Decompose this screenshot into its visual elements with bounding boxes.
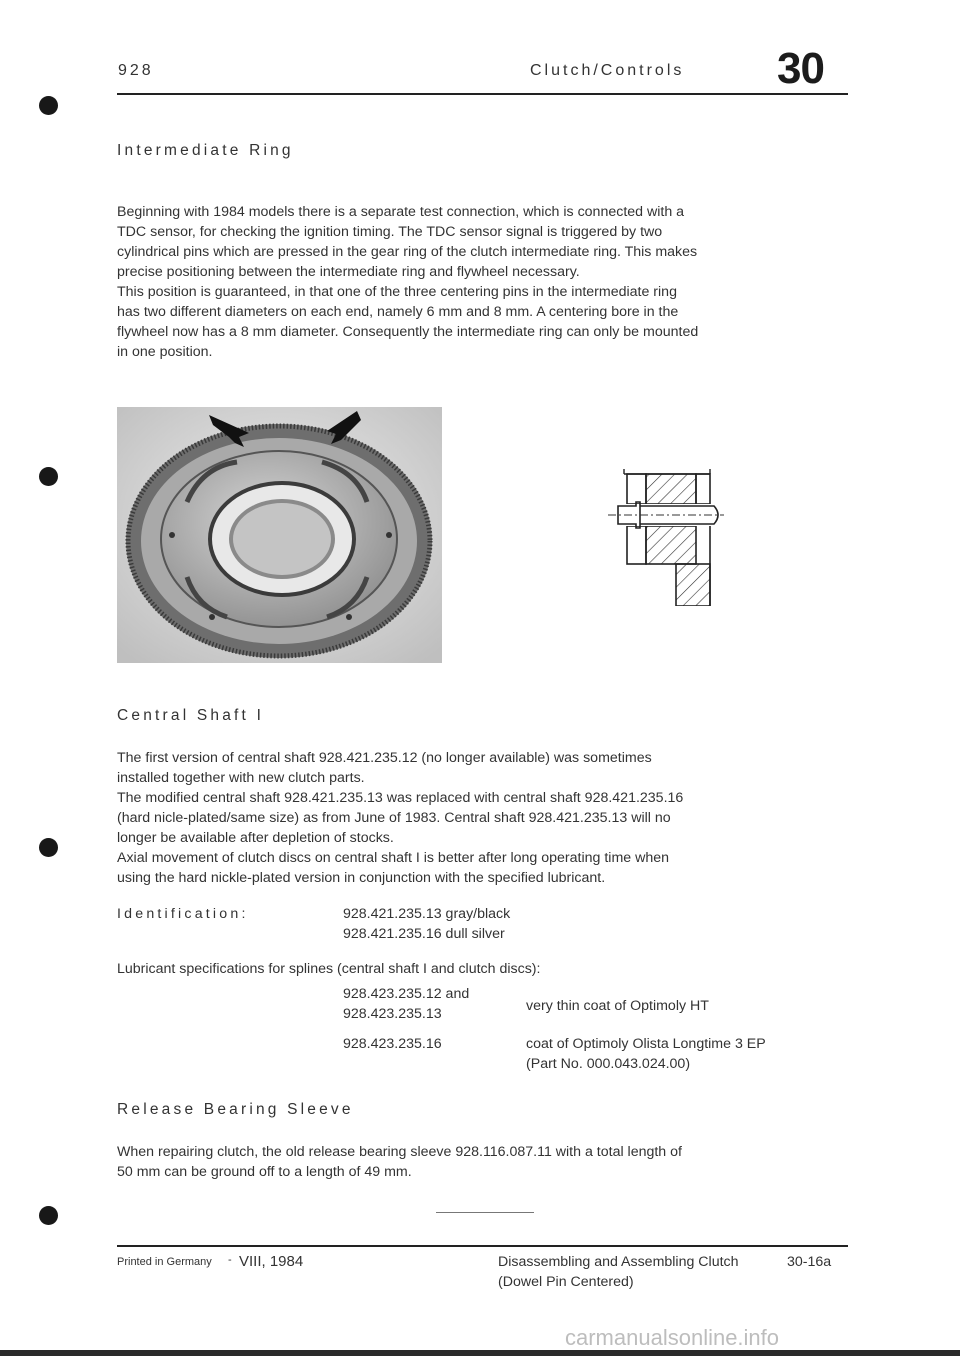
binder-hole [39,467,58,486]
pin-section-drawing [606,466,726,606]
header-rule [117,93,848,95]
lubricant-parts: 928.423.235.12 and 928.423.235.13 [343,986,470,1022]
lubricant-spec: very thin coat of Optimoly HT [526,998,709,1014]
identification-value: 928.421.235.13 gray/black [343,906,511,922]
release-bearing-text: When repairing clutch, the old release bearing sleeve 928.116.087.11 with a total length of 50 mm can be ground off to a length of 49 mm. [117,1144,682,1180]
footer-title-line2: (Dowel Pin Centered) [498,1274,634,1290]
binder-hole [39,838,58,857]
footer-edition: VIII, 1984 [239,1253,304,1270]
section-title-release-bearing: Release Bearing Sleeve [117,1101,354,1118]
header-model: 928 [118,62,154,79]
bottom-bar [0,1350,960,1356]
section-title-central-shaft: Central Shaft I [117,707,265,724]
header-group-number: 30 [777,44,824,93]
central-shaft-text: The first version of central shaft 928.421.235.12 (no longer available) was sometimes installed together with new clutch parts. The modified central shaft 928.421.235.13 was replaced with central shaft 928.421.235.16 (hard nicle-plated/same size) as from June of 1983. Central shaft 928.421.235.13 will no longer be available after depletion of stocks. Axial movement of clutch discs on central shaft I is better after long operating time when using the hard nickle-plated version in conjunction with the specified lubricant. [117,750,684,886]
footer-rule [117,1245,848,1247]
binder-hole [39,96,58,115]
watermark: carmanualsonline.info [565,1325,780,1350]
end-rule [436,1212,534,1213]
footer-title-line1: Disassembling and Assembling Clutch [498,1254,739,1270]
lubricant-intro: Lubricant specifications for splines (central shaft I and clutch discs): [117,961,541,977]
identification-label: Identification: [117,906,249,922]
header-section: Clutch/Controls [530,62,685,79]
lubricant-spec: coat of Optimoly Olista Longtime 3 EP (Part No. 000.043.024.00) [526,1036,766,1072]
identification-value: 928.421.235.16 dull silver [343,926,505,942]
footer-page-number: 30-16a [787,1254,832,1270]
section-title-intermediate-ring: Intermediate Ring [117,142,294,159]
intermediate-ring-text: Beginning with 1984 models there is a separate test connection, which is connected with a TDC sensor, for checking the ignition timing. The TDC sensor signal is triggered by two cylindrical pins which are pressed in the gear ring of the clutch intermediate ring. This makes precise positioning between the intermediate ring and flywheel necessary. This position is guaranteed, in that one of the three centering pins in the intermediate ring has two different diameters on each end, namely 6 mm and 8 mm. A centering bore in the flywheel now has a 8 mm diameter. Consequently the intermediate ring can only be mounted in one position. [117,204,699,360]
footer-printed: Printed in Germany [117,1256,212,1268]
lubricant-parts: 928.423.235.16 [343,1036,442,1052]
intermediate-ring-photo [117,407,442,663]
binder-hole [39,1206,58,1225]
